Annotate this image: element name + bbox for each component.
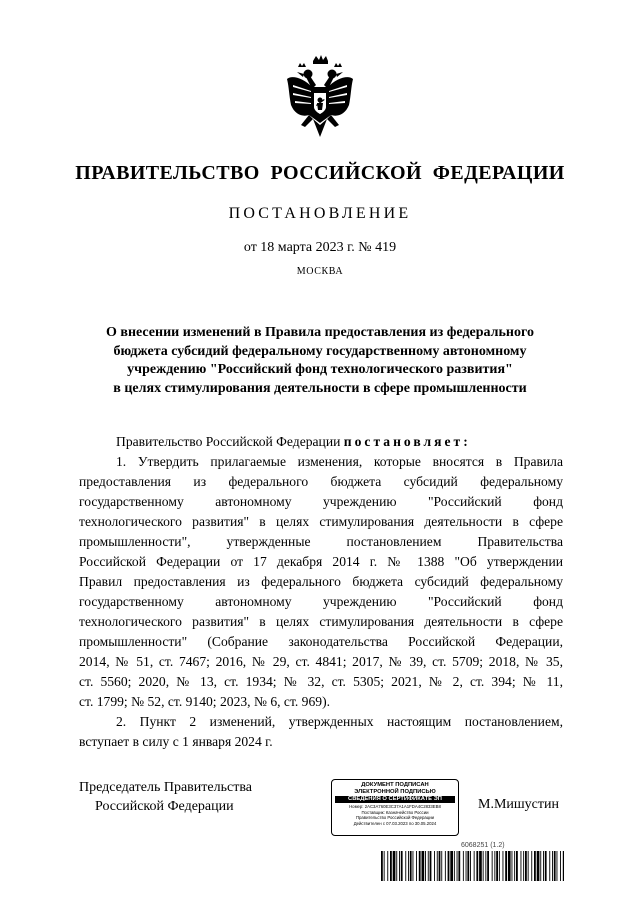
barcode-bar [390, 851, 392, 881]
barcode-bar [528, 851, 529, 881]
document-body [79, 432, 563, 752]
decree-word: постановляет: [343, 434, 471, 449]
barcode-bar [410, 851, 412, 881]
barcode-bar [387, 851, 388, 881]
signatory-name: М.Мишустин [478, 797, 559, 812]
barcode-bar [445, 851, 446, 881]
barcode-bar [543, 851, 544, 881]
barcode-bar [554, 851, 556, 881]
barcode-bar [476, 851, 478, 881]
subject-line: О внесении изменений в Правила предоставления из федерального [106, 325, 534, 340]
barcode-bar [483, 851, 484, 881]
barcode-bar [428, 851, 429, 881]
barcode-bar [425, 851, 426, 881]
subject-line: бюджета субсидий федеральному государственному автономному [113, 343, 527, 359]
barcode-bar [405, 851, 406, 881]
paragraph-2-line: вступает в силу с 1 января 2024 г. [79, 734, 273, 749]
electronic-signature-stamp [331, 779, 459, 836]
preamble-text: Правительство Российской Федерации [116, 434, 344, 449]
barcode-bar [549, 851, 550, 881]
barcode-icon [381, 851, 564, 881]
paragraph-1-line: государственному автономному учреждению "Российский фонд [79, 594, 563, 609]
barcode-bar [512, 851, 513, 881]
paragraph-1-line: государственному автономному учреждению "Российский фонд [79, 494, 563, 509]
barcode-bar [450, 851, 453, 881]
stamp-issuer: Правительство Российской Федерации [355, 815, 435, 821]
barcode-bar [434, 851, 435, 881]
paragraph-1-line: промышленности" (Собрание законодательства Российской Федерации, [79, 634, 563, 649]
barcode-bar [396, 851, 397, 881]
paragraph-1-line: 2014, № 51, ст. 7467; 2016, № 29, ст. 4841; 2017, № 39, ст. 5709; 2018, № 35, [79, 654, 563, 669]
barcode-bar [494, 851, 495, 881]
barcode-bar [499, 851, 500, 881]
document-subject [60, 324, 580, 398]
stamp-certificate-header: СВЕДЕНИЯ О СЕРТИФИКАТЕ ЭП [335, 796, 455, 803]
paragraph-1-line: Российской Федерации от 17 декабря 2014 г. № 1388 "Об утверждении [79, 554, 563, 569]
barcode-bar [416, 851, 417, 881]
barcode-bar [474, 851, 475, 881]
barcode-bar [521, 851, 522, 881]
paragraph-1-line: ст. 1799; № 52, ст. 9140; 2023, № 6, ст. 969). [79, 694, 330, 709]
barcode-bar [487, 851, 489, 881]
barcode-bar [430, 851, 432, 881]
paragraph-1-line: 1. Утвердить прилагаемые изменения, которые вносятся в Правила [116, 454, 563, 469]
barcode-bar [552, 851, 553, 881]
coat-of-arms-icon [285, 55, 355, 145]
barcode-bar [381, 851, 383, 881]
signatory-title-line: Председатель Правительства [79, 780, 252, 795]
barcode-bar [448, 851, 450, 881]
barcode-bar [545, 851, 547, 881]
barcode-bar [540, 851, 541, 881]
paragraph-1-line: технологического развития" в целях стимулирования деятельности в сфере [79, 514, 563, 529]
stamp-issuer: Поставщик: Казначейство России [361, 809, 429, 815]
paragraph-1-line: промышленности", утвержденные постановлением Правительства [79, 534, 563, 549]
barcode-bar [492, 851, 493, 881]
barcode-bar [470, 851, 471, 881]
preamble [79, 432, 563, 452]
barcode-bar [413, 851, 414, 881]
stamp-validity: Действителен с 07.03.2023 по 30.05.2024 [353, 820, 437, 826]
government-title: ПРАВИТЕЛЬСТВО РОССИЙСКОЙ ФЕДЕРАЦИИ [75, 162, 565, 184]
paragraph-1-line: технологического развития" в целях стимулирования деятельности в сфере [79, 614, 563, 629]
barcode-bar [496, 851, 498, 881]
signatory-title [79, 778, 252, 816]
signatory-title-line: Российской Федерации [95, 799, 234, 814]
barcode-bar [408, 851, 409, 881]
barcode-bar [525, 851, 527, 881]
barcode-bar [531, 851, 532, 881]
barcode-bar [454, 851, 455, 881]
barcode-bar [516, 851, 518, 881]
barcode-bar [466, 851, 467, 881]
barcode-bar [534, 851, 536, 881]
barcode-bar [503, 851, 504, 881]
barcode-bar [419, 851, 421, 881]
barcode-bar [514, 851, 515, 881]
stamp-serial: Номер: 2AC3A760E3C37A1A1FDA4C2833EB8 [349, 804, 441, 809]
barcode-bar [479, 851, 482, 881]
paragraph-1-line: Правил предоставления из федерального бюджета субсидий федеральному [79, 574, 563, 589]
barcode-bar [441, 851, 442, 881]
barcode-bar [505, 851, 507, 881]
barcode-bar [458, 851, 460, 881]
barcode-bar [485, 851, 486, 881]
barcode-bar [384, 851, 385, 881]
subject-line: в целях стимулирования деятельности в сфере промышленности [113, 380, 527, 396]
barcode-bar [563, 851, 564, 881]
barcode-bar [439, 851, 441, 881]
barcode-bar [537, 851, 540, 881]
paragraph-2-line: 2. Пункт 2 изменений, утвержденных настоящим постановлением, [116, 714, 563, 729]
barcode-bar [401, 851, 403, 881]
barcode-bar [399, 851, 400, 881]
barcode-bar [463, 851, 464, 881]
barcode-bar [560, 851, 561, 881]
document-city: МОСКВА [296, 266, 344, 277]
paragraph-1-line: предоставления из федерального бюджета субсидий федеральному [79, 474, 563, 489]
barcode-bar [422, 851, 425, 881]
document-type: ПОСТАНОВЛЕНИЕ [228, 205, 412, 222]
barcode-bar [457, 851, 458, 881]
stamp-line: ЭЛЕКТРОННОЙ ПОДПИСЬЮ [354, 788, 436, 795]
barcode-bar [467, 851, 469, 881]
barcode-bar [393, 851, 396, 881]
subject-line: учреждению "Российский фонд технологического развития" [127, 362, 513, 377]
barcode-bar [508, 851, 511, 881]
document-date-number: от 18 марта 2023 г. № 419 [243, 240, 397, 255]
barcode-number: 6068251 (1.2) [461, 842, 505, 849]
barcode-bar [437, 851, 438, 881]
paragraph-1-line: ст. 5560; 2020, № 13, ст. 1934; № 32, ст. 5305; 2021, № 2, ст. 394; № 11, [79, 674, 563, 689]
stamp-line: ДОКУМЕНТ ПОДПИСАН [361, 782, 429, 788]
barcode-bar [523, 851, 524, 881]
barcode-bar [557, 851, 558, 881]
